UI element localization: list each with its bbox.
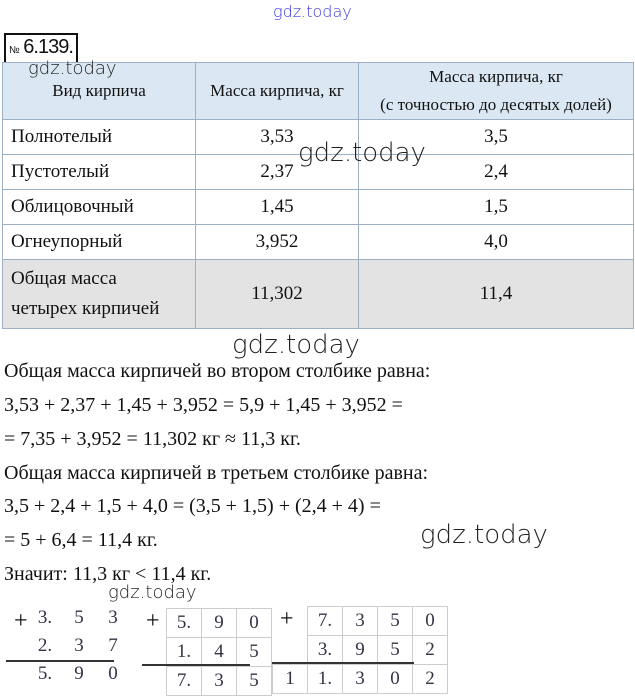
- plus-sign: +: [14, 608, 28, 634]
- cell: Пустотелый: [3, 155, 196, 190]
- plus-sign: +: [280, 606, 294, 632]
- solution-line: Значит: 11,3 кг < 11,4 кг.: [4, 563, 212, 585]
- cell: Полнотелый: [3, 120, 196, 155]
- watermark: gdz.today: [28, 58, 117, 79]
- table-row: [3, 190, 634, 225]
- header-cell: Масса кирпича, кг: [196, 63, 359, 120]
- total-row: [3, 260, 634, 329]
- cell: 11,4: [359, 260, 634, 329]
- solution-line: 3,5 + 2,4 + 1,5 + 4,0 = (3,5 + 1,5) + (2,4 + 4) =: [4, 495, 381, 517]
- brick-table: [2, 62, 634, 329]
- column-addition: 5. 9 0 1. 4 5 7. 3 5: [166, 608, 272, 696]
- cell: 2,37: [196, 155, 359, 190]
- sum-line: [272, 662, 414, 664]
- header-cell: Масса кирпича, кг (с точностью до десятых долей): [359, 63, 634, 120]
- header-cell: Вид кирпича: [3, 63, 196, 120]
- solution-line: 3,53 + 2,37 + 1,45 + 3,952 = 5,9 + 1,45 + 3,952 =: [4, 394, 403, 416]
- column-addition: 7. 3 5 0 3. 9 5 2 1 1. 3 0 2: [272, 606, 448, 694]
- solution-line: = 5 + 6,4 = 11,4 кг.: [4, 529, 158, 551]
- watermark: gdz.today: [273, 2, 352, 21]
- sum-line: [6, 660, 114, 662]
- cell: 1,45: [196, 190, 359, 225]
- sum-line: [142, 664, 250, 666]
- table-row: [3, 225, 634, 260]
- cell: 11,302: [196, 260, 359, 329]
- watermark: gdz.today: [420, 520, 548, 550]
- watermark: gdz.today: [232, 330, 360, 360]
- cell: Общая масса четырех кирпичей: [3, 260, 196, 329]
- watermark: gdz.today: [108, 582, 197, 603]
- plus-sign: +: [146, 608, 160, 634]
- solution-line: = 7,35 + 3,952 = 11,302 кг ≈ 11,3 кг.: [4, 428, 301, 450]
- problem-number: № 6.139.: [4, 33, 78, 65]
- cell: 2,4: [359, 155, 634, 190]
- watermark: gdz.today: [298, 138, 426, 168]
- cell: 4,0: [359, 225, 634, 260]
- solution-line: Общая масса кирпичей во втором столбике равна:: [4, 360, 431, 382]
- cell: 3,952: [196, 225, 359, 260]
- cell: Огнеупорный: [3, 225, 196, 260]
- solution-line: Общая масса кирпичей в третьем столбике равна:: [4, 462, 429, 484]
- cell: 3,53: [196, 120, 359, 155]
- cell: 3,5: [359, 120, 634, 155]
- cell: 1,5: [359, 190, 634, 225]
- column-addition: 3. 5 3 2. 3 7 5. 9 0: [37, 607, 118, 684]
- cell: Облицовочный: [3, 190, 196, 225]
